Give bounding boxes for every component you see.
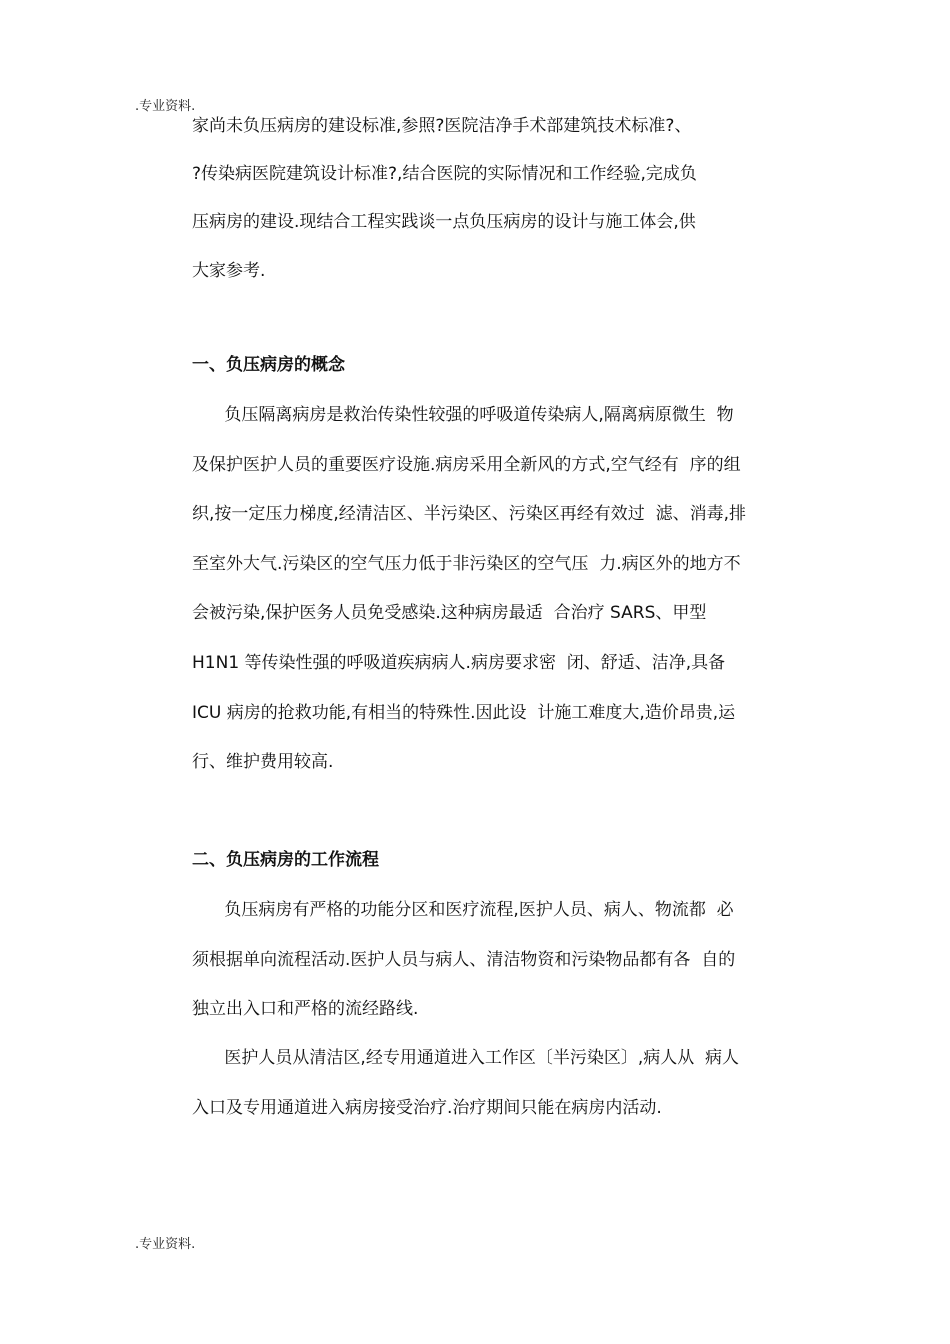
section2-para1-line-3: 独立出入口和严格的流经路线. [192,999,419,1019]
page-header: .专业资料. [135,99,196,114]
section1-line-2: 及保护医护人员的重要医疗设施.病房采用全新风的方式,空气经有 序的组 [192,455,741,475]
section1-line-6: H1N1 等传染性强的呼吸道疾病病人.病房要求密 闭、舒适、洁净,具备 [192,653,726,673]
intro-line-2: ?传染病医院建筑设计标准?,结合医院的实际情况和工作经验,完成负 [192,164,697,184]
section1-line-7: ICU 病房的抢救功能,有相当的特殊性.因此设 计施工难度大,造价昂贵,运 [192,703,736,723]
section1-line-3: 织,按一定压力梯度,经清洁区、半污染区、污染区再经有效过 滤、消毒,排 [192,504,747,524]
section2-para2-line-1: 医护人员从清洁区,经专用通道进入工作区〔半污染区〕,病人从 病人 [192,1048,740,1068]
intro-line-1: 家尚未负压病房的建设标准,参照?医院洁净手术部建筑技术标准?、 [192,116,692,136]
section1-line-8: 行、维护费用较高. [192,752,334,772]
page-footer: .专业资料. [135,1237,196,1252]
section1-line-4: 至室外大气.污染区的空气压力低于非污染区的空气压 力.病区外的地方不 [192,554,741,574]
section2-para1-line-2: 须根据单向流程活动.医护人员与病人、清洁物资和污染物品都有各 自的 [192,950,736,970]
section2-para1-line-1: 负压病房有严格的功能分区和医疗流程,医护人员、病人、物流都 必 [192,900,734,920]
section2-para2-line-2: 入口及专用通道进入病房接受治疗.治疗期间只能在病房内活动. [192,1098,662,1118]
intro-line-4: 大家参考. [192,261,266,281]
section1-line-1: 负压隔离病房是救治传染性较强的呼吸道传染病人,隔离病原微生 物 [192,405,734,425]
section1-heading: 一、负压病房的概念 [192,355,345,375]
section2-heading: 二、负压病房的工作流程 [192,850,379,870]
intro-line-3: 压病房的建设.现结合工程实践谈一点负压病房的设计与施工体会,供 [192,212,696,232]
section1-line-5: 会被污染,保护医务人员免受感染.这种病房最适 合治疗 SARS、甲型 [192,603,707,623]
